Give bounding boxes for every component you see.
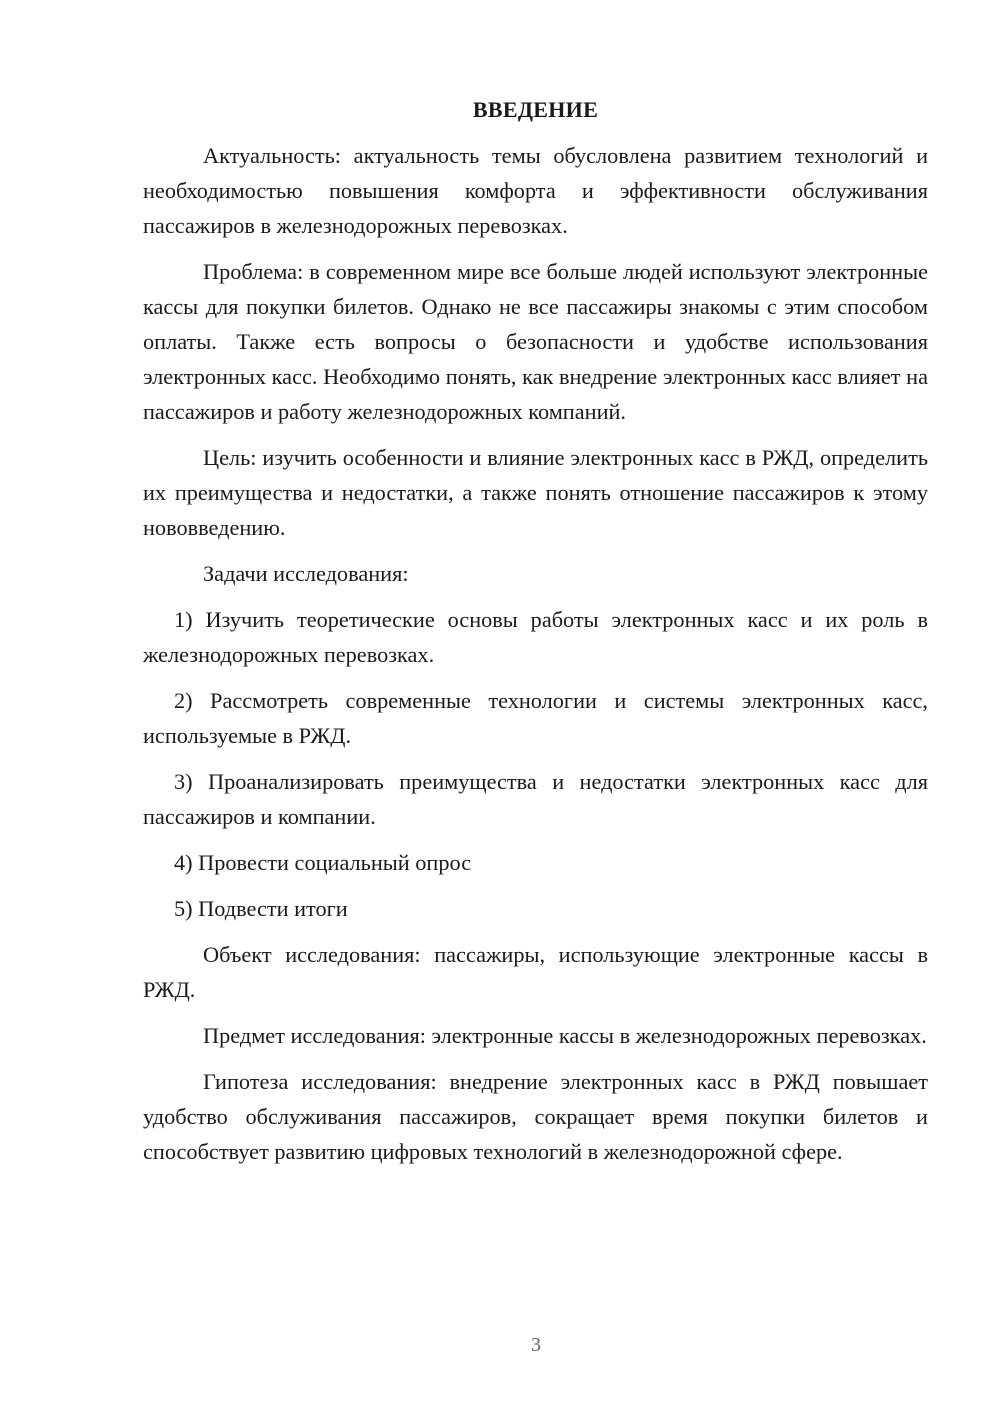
paragraph-goal: Цель: изучить особенности и влияние электронных касс в РЖД, определить их преимущества и недостатки, а также понять отношение пассажиров к этому нововведению. (143, 445, 928, 540)
paragraph-hypothesis: Гипотеза исследования: внедрение электронных касс в РЖД повышает удобство обслуживания пассажиров, сокращает время покупки билетов и способствует развитию цифровых технологий в железнодорожной сфере. (143, 1069, 928, 1164)
task-item-1: 1) Изучить теоретические основы работы электронных касс и их роль в железнодорожных перевозках. (143, 607, 928, 667)
task-item-4: 4) Провести социальный опрос (174, 850, 472, 875)
task-item-5: 5) Подвести итоги (174, 896, 348, 921)
paragraph-problem: Проблема: в современном мире все больше людей используют электронные кассы для покупки билетов. Однако не все пассажиры знакомы с этим способом оплаты. Также есть вопросы о безопасности и удобстве использования электронных касс. Необходимо понять, как внедрение электронных касс влияет на пассажиров и работу железнодорожных компаний. (143, 259, 928, 424)
paragraph-subject: Предмет исследования: электронные кассы в железнодорожных перевозках. (203, 1023, 927, 1048)
paragraph-object: Объект исследования: пассажиры, использующие электронные кассы в РЖД. (143, 942, 928, 1002)
section-heading: ВВЕДЕНИЕ (472, 97, 599, 122)
tasks-intro: Задачи исследования: (203, 561, 409, 586)
task-item-3: 3) Проанализировать преимущества и недостатки электронных касс для пассажиров и компании. (143, 769, 928, 829)
task-item-2: 2) Рассмотреть современные технологии и системы электронных касс, используемые в РЖД. (143, 688, 928, 748)
page-content (143, 92, 928, 1180)
page-number: 3 (531, 1334, 541, 1356)
paragraph-relevance: Актуальность: актуальность темы обусловлена развитием технологий и необходимостью повышения комфорта и эффективности обслуживания пассажиров в железнодорожных перевозках. (143, 143, 928, 238)
